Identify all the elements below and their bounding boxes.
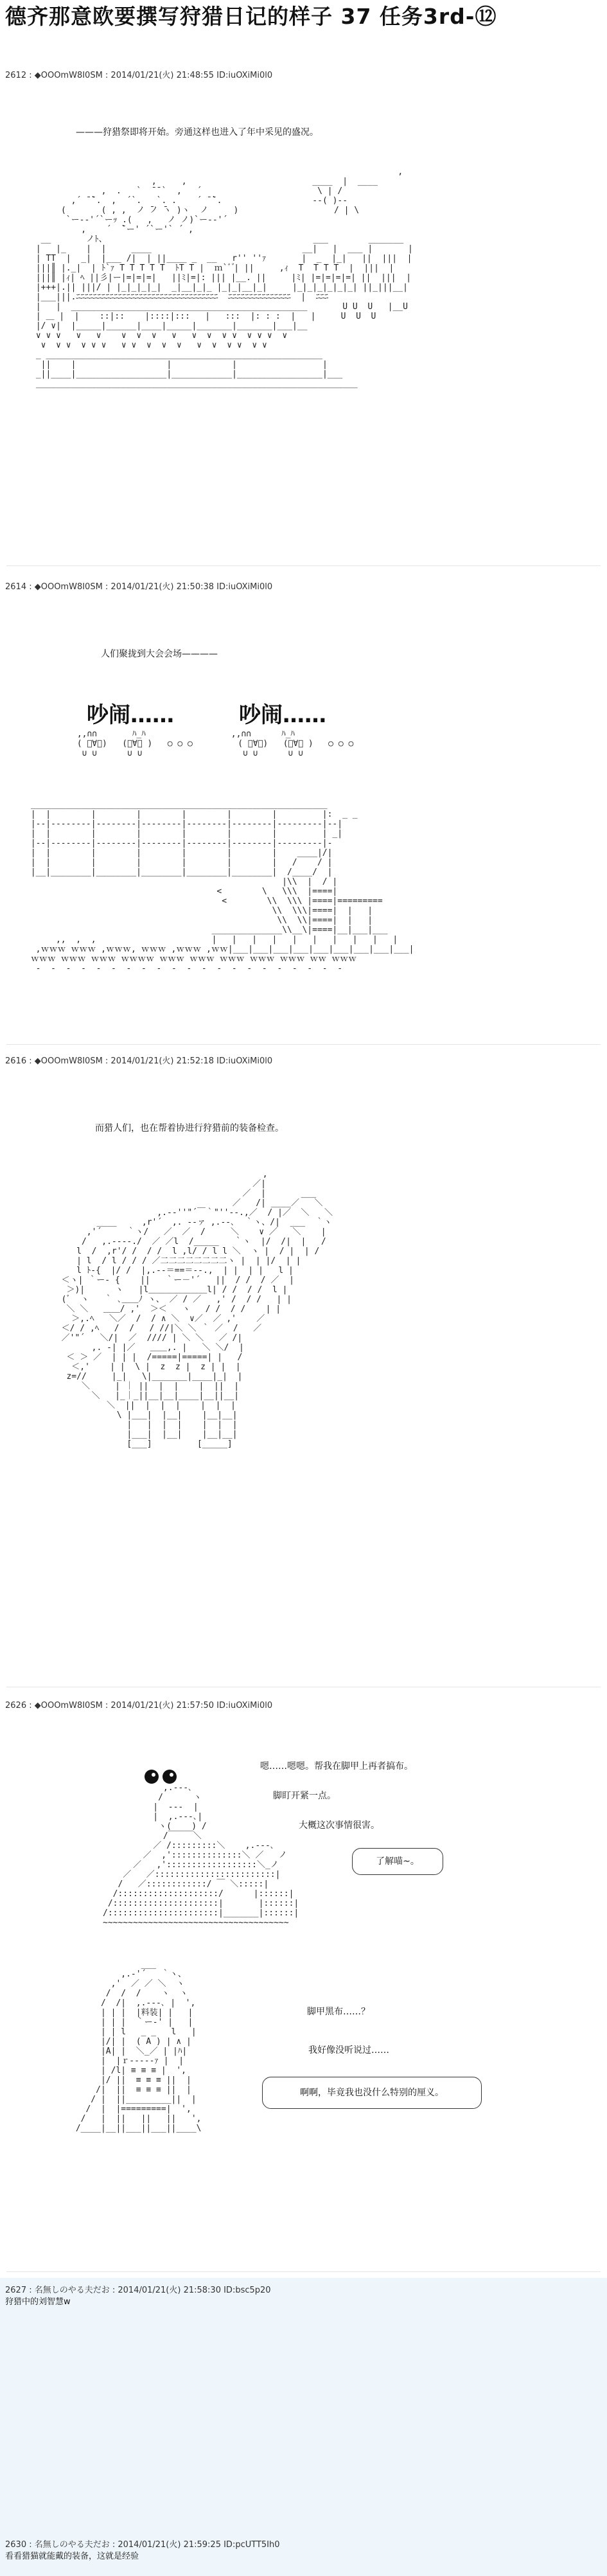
narration-text: 而猎人们，也在帮着协进行狩猎前的装备检查。 bbox=[95, 1123, 284, 1133]
crowd-noise-text: 吵闹…… bbox=[87, 702, 174, 728]
dialogue-text: 脚甲黑布……？ bbox=[307, 2007, 370, 2017]
dialogue-text: 大概这次事情很害。 bbox=[299, 1820, 380, 1831]
page-title: 德齐那意欧要撰写狩猎日记的样子 37 任务3rd-⑫ bbox=[5, 4, 497, 29]
ascii-art-crowd: ,,∩∩ ﾊ_ﾊ ,,∩∩ ﾊ_ﾊ ( ﾟ∀ﾟ) (ﾟ∀ﾟ ) ○ ○ ○ ( ﾟ∀ﾟ) (ﾟ∀ﾟ ) ○ ○ ○ ∪ ∪ ∪ ∪ ∪ ∪ ∪ ∪ bbox=[76, 729, 354, 758]
speech-bubble: 了解喵~。 bbox=[352, 1848, 443, 1875]
reply-body: 狩猎中的刘智慧w bbox=[5, 2297, 71, 2307]
crowd-noise-text: 吵闹…… bbox=[239, 702, 326, 728]
post-header: 2616 : ◆OOOmW8I0SM : 2014/01/21(火) 21:52:18 ID:iuOXiMi0l0 bbox=[5, 1056, 273, 1066]
ascii-art-arena: ___________________________________________________________ | | | | | | | |: _ _ |--|--------|--------|--------|--------|--------|---------|--| | | | | | | | | _| |--|--------|--------|--------|--------|--------|---------|- | | | | | | | ____|/| | | | | | | | / / | |__|________|________|________|________|________| /____/ | |\\ | / | < \ \\\ |====| < \\ \\\ |====|========= \\ \\\|====| | | \\ \\|====| | | ______________\\__\|====|__|___|___ ,, , , | | | | | | | | | | ,ｗｗｗ ｗｗｗ ,ｗｗｗ, ｗｗｗ ,ｗｗｗ ,ｗｗ|___|___|___|___|___|___|___|___|___| ｗｗｗ ｗｗｗ ｗｗｗ ｗｗｗｗ ｗｗｗ ｗｗｗ ｗｗｗ ｗｗｗ ｗｗｗ ｗｗ ｗｗｗ - - - - - - - - - - - - - - - - - - - - - bbox=[30, 800, 414, 973]
dialogue-text: 嗯……嗯嗯。帮我在脚甲上再者搞布。 bbox=[260, 1761, 413, 1772]
post-header: 2626 : ◆OOOmW8I0SM : 2014/01/21(火) 21:57:50 ID:iuOXiMi0l0 bbox=[5, 1701, 273, 1710]
reply-header: 2627 : 名無しのやる夫だお : 2014/01/21(火) 21:58:30 ID:bsc5p20 bbox=[5, 2286, 271, 2295]
reply-body: 看看猎猫就能戴的装备，这就是经验 bbox=[5, 2552, 139, 2561]
ascii-art-hunter-armor: , ／| ／ | ___ ／ /| ____／ ＼ ,.-‐''"´￣｀"''‐-.,／ / |／ ＼ ＼ ____ ,r'´ ,. -‐ァ ,.-‐､ ｀ヽ、/| ___ ｀ヽ ,'´ ｀ヽ/ ／ ／ / ＼ ∨ ／ ＼ | / ,.-‐‐‐./ ／ ／l /_____ ｀ヽ |/ /| | / l / ,r'/ / / / l ,l/ / l l ＼ ヽ | / | | / | l / l / / / ／二二二二二二二二ヽ | | |/ | | l ﾄ-{ |/ / |,.-‐＝==＝‐-., | | | | l | ＜ヽ| ｀ー- { || ｀ー－'´ || / / / ／ | ＞)| ヽ |l＿＿＿＿＿＿＿l| / / / / l | (ﾞ ヽ ｀ ､＿＿ﾉ ヽ、 ／ / ／ ,' / / / | | ＼ ＼ ＿＿/ ,' ＞＜ ヽ / / / / | | ＞,.ﾍ ＼／ / / ∧ ＼ ∨／ ／ ,' ／ ＜/ / ,ﾍ / / / //|＼ ＼ ｀ ／ / ／ ／'"´ ＼/| ／ //// | ＼ ＼ ／ /| ,. -| |／ ＿＿,. | ＼ ＼/ | ＜ ＞ ／ | | | /=====|=====| | / ＜,' | | \ | z z | z | | | z=// |_| \|_______|____|_| | ＼ | ｜ || | | | || | ＼ |_｜_||__|__|____|__||__| ＼ || | | | | | | \ |___| |__| |__|__| | | | | | | | |___| |__| |__|__| [___] [_____] bbox=[61, 1169, 333, 1449]
reply-section bbox=[0, 2278, 607, 2576]
post-header: 2612 : ◆OOOmW8I0SM : 2014/01/21(火) 21:48:55 ID:iuOXiMi0l0 bbox=[5, 71, 273, 80]
post-header: 2614 : ◆OOOmW8I0SM : 2014/01/21(火) 21:50:38 ID:iuOXiMi0l0 bbox=[5, 582, 273, 592]
speech-bubble: 啊啊，毕竟我也没什么特别的厘义。 bbox=[262, 2077, 482, 2109]
dialogue-text: 脚盯开紧一点。 bbox=[273, 1791, 336, 1801]
reply-header: 2630 : 名無しのやる夫だお : 2014/01/21(火) 21:59:25 ID:pcUTT5Ih0 bbox=[5, 2540, 280, 2550]
dialogue-text: 我好像没听说过…… bbox=[308, 2045, 389, 2056]
ascii-art-hunter-girl: ___ ,.-'´ ｀ヽ、 ,' ／ ／ ＼ ヽ / / / ヽ ヽ / /| ,.-‐-､ | ', | | | |料装| | | | | | ｀ー-' | | | | l _ _ l | |/| | ( A ) | ∧ | |A| | ＼_／ | |ﾊ| | |ｒ‐‐‐‐‐ｧ | | | /l| ≡ ≡ ≡ | ', |/ || ≡ ≡ ≡ || | /| || ≡ ≡ ≡ || | / | ||_________|| | / | |=========| ', / | || || || ', /____|__||___||___||____\ bbox=[75, 1960, 202, 2133]
ascii-art-festival-scene: , , , ____ | ____ , . ` ̄ ̄ ` , ´ \ | / ,´ ̄ ̄`. , ´`. `. . ´ ̄ ̄`. --( )-- ( ( , , ノ ̄ノ ̄ヽ )ヽ ノ ) / | \ `ー-‐'´`ーｯ .( , ノ ノ)`ー-‐'´ , ´ ̄`ー' ´`ー'` ´ , __ ノﾄ、 ___ _______ | |_ | | ____ __| | ___ | | | TT | _| |___ /| | ||____ _ __ r'' ''ｧ | _ |_| || ||| | |||║ |._| | ﾄ`ｧ T T T T T ﾄT T | ｍ`ﾞ ゙| || ,ｨ T T T T | ||| | |||║ |ｨ| ﾍ ||彡|ー|=|=|=| ||ﾐ|=|: ||| |__. || |ﾐ| |=|=|=|=| || ||| | |+++|.|| |||/ | |_|_|_|_| _|__|_|_ |_|_|__|_| |_|_|_|_|_|_| ||_|||__| |___|||.ﾆﾆﾆﾆﾆﾆﾆﾆﾆﾆﾆﾆﾆﾆﾆﾆﾆﾆﾆﾆﾆﾆﾆﾆﾆﾆﾆﾆﾆﾆﾆﾆﾆﾆ ﾆﾆﾆﾆﾆﾆﾆﾆﾆﾆﾆﾆﾆﾆﾆ | ﾆﾆﾆ | | _______________________________________________ U U U |__U | ＿ | | ::|:: |::::|::: | ::: |: : : | | U U U |/ ∨| |_____|______|____|_____|_______|_______|___|__ ∨ ∨ ∨ ∨ ∨ ∨ ∨ ∨ ∨ ∨ ∨ ∨ ∨ ∨ ∨ ∨ ∨ ∨ ∨ ∨ ∨ ∨ ∨ ∨ ∨ ∨ ∨ ∨ ∨ ∨ ∨ ∨ ∨ ∨ _ _______________________________________________________ || | | | | _||____|__________________|____________|_________________|___ ________________________________________________________________ bbox=[35, 167, 413, 389]
narration-text: 人们聚拢到大会会场———— bbox=[101, 649, 218, 659]
ascii-art-felyne: ,.-‐-､ / ヽ | ‐‐‐ | | ,.-‐-､| ヽ( ) / /￣￣￣＼ ／ /:::::::::＼ ,.-‐-､ ／ ,'::::::::::::::＼ ／ ノ ／ ,'::::::::::::::::::＼_ノ ／ ／::::::::::::::::::::::::| / ／::::::::::::/ ￣ ＼:::::| /::::::::::::::::::::/ |::::::| /:::::::::::::::::::::| |::::::| /::::::::::::::::::::::|_______|::::::| ~~~~~~~~~~~~~~~~~~~~~~~~~~~~~~~~~~~~~ bbox=[103, 1783, 299, 1928]
narration-text: ———狩猎祭即将开始。旁通这样也进入了年中采见的盛况。 bbox=[76, 127, 319, 138]
